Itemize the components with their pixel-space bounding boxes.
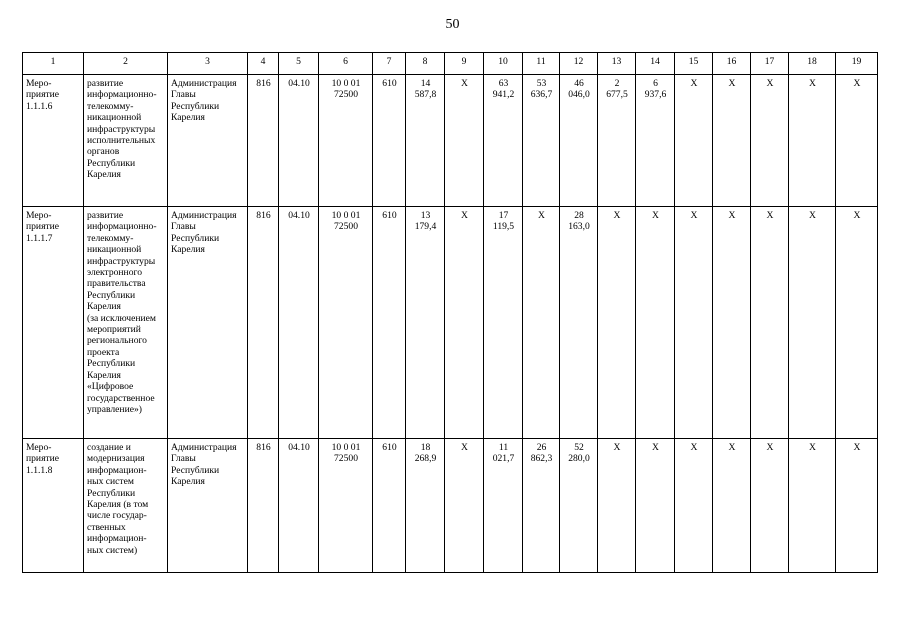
executor-cell: Администрация Главы Республики Карелия [168,207,248,439]
table-cell: X [751,439,789,573]
table-cell: 13 179,4 [406,207,445,439]
table-cell: X [675,75,713,207]
page-number: 50 [445,17,460,32]
table-cell: 6 937,6 [636,75,675,207]
column-header: 4 [248,53,279,75]
column-header: 12 [560,53,598,75]
table-cell: 28 163,0 [560,207,598,439]
table-cell: X [523,207,560,439]
table-cell: 816 [248,439,279,573]
table-cell: 52 280,0 [560,439,598,573]
table-row [23,439,878,573]
table-cell: X [713,75,751,207]
column-header: 9 [445,53,484,75]
table-cell: 610 [373,439,406,573]
column-header: 6 [319,53,373,75]
column-header: 1 [23,53,84,75]
table-cell: 04.10 [279,207,319,439]
column-header: 15 [675,53,713,75]
table-cell: 04.10 [279,75,319,207]
column-header: 18 [789,53,836,75]
table-cell: X [789,75,836,207]
table-cell: X [445,439,484,573]
activity-name-cell: развитие информационно- телекомму- никационной инфраструктуры электронного правительства Республики Карелия (за исключением мероприятий регионального проекта Республики Карелия «Цифровое государственное управление») [84,207,168,439]
table-cell: X [713,439,751,573]
table-cell: 610 [373,75,406,207]
column-header: 19 [836,53,878,75]
table-cell: 17 119,5 [484,207,523,439]
table-cell: 14 587,8 [406,75,445,207]
table-cell: 63 941,2 [484,75,523,207]
table-cell: X [836,75,878,207]
activity-code-cell: Меро- приятие 1.1.1.7 [23,207,84,439]
column-header: 17 [751,53,789,75]
column-header: 10 [484,53,523,75]
table-cell: 11 021,7 [484,439,523,573]
column-header: 16 [713,53,751,75]
column-header: 13 [598,53,636,75]
table-row [23,207,878,439]
table-cell: X [713,207,751,439]
table-cell: 53 636,7 [523,75,560,207]
table-cell: 816 [248,75,279,207]
column-header: 8 [406,53,445,75]
table-cell: 26 862,3 [523,439,560,573]
table-cell: 10 0 01 72500 [319,439,373,573]
column-header: 3 [168,53,248,75]
table-cell: 46 046,0 [560,75,598,207]
header-row [23,53,878,75]
table-cell: X [836,207,878,439]
column-header: 7 [373,53,406,75]
table-cell: X [598,207,636,439]
table-cell: X [675,207,713,439]
table-cell: X [445,207,484,439]
table-cell: 610 [373,207,406,439]
activity-name-cell: создание и модернизация информацион- ных систем Республики Карелия (в том числе государ- ственных информацион- ных систем) [84,439,168,573]
table-cell: X [636,439,675,573]
table-cell: X [675,439,713,573]
table-cell: 18 268,9 [406,439,445,573]
table-cell: 10 0 01 72500 [319,75,373,207]
column-header: 11 [523,53,560,75]
table-cell: X [751,75,789,207]
table-cell: 10 0 01 72500 [319,207,373,439]
column-header: 2 [84,53,168,75]
executor-cell: Администрация Главы Республики Карелия [168,75,248,207]
column-header: 5 [279,53,319,75]
table-cell: X [789,207,836,439]
table-cell: X [598,439,636,573]
table-cell: 04.10 [279,439,319,573]
table-cell: X [445,75,484,207]
table-cell: X [751,207,789,439]
table-cell: X [636,207,675,439]
activity-code-cell: Меро- приятие 1.1.1.8 [23,439,84,573]
activity-code-cell: Меро- приятие 1.1.1.6 [23,75,84,207]
table-cell: X [789,439,836,573]
table-row [23,75,878,207]
activity-name-cell: развитие информационно- телекомму- никационной инфраструктуры исполнительных органов Республики Карелия [84,75,168,207]
table-cell: 2 677,5 [598,75,636,207]
table-cell: X [836,439,878,573]
table-cell: 816 [248,207,279,439]
budget-table [22,52,878,573]
executor-cell: Администрация Главы Республики Карелия [168,439,248,573]
column-header: 14 [636,53,675,75]
